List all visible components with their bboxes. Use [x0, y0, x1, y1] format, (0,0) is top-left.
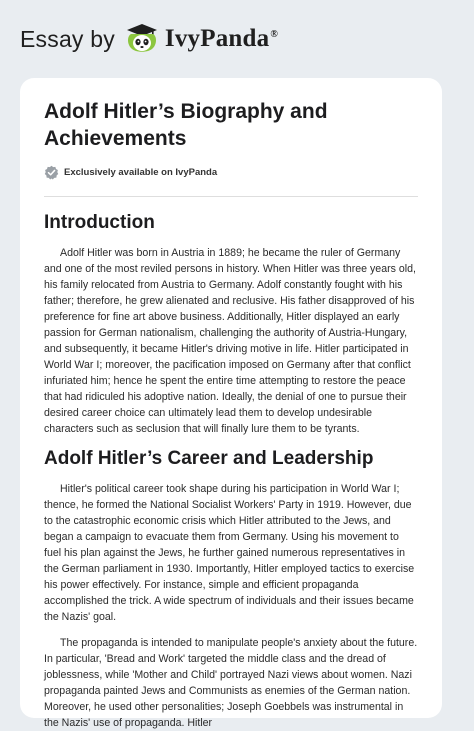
paragraph: Hitler's political career took shape during his participation in World War I; thence, he formed the National Socialist Workers' Party in 1919. However, due to the catastrophic economic crisis which Hitler attributed to the Jews, and began a campaign to evacuate them from Germany. Using his movement to fuel his plan against the Jews, he further gained numerous representatives in the German parliament in 1930. Importantly, Hitler employed tactics to exercise his power effectively. For instance, simple and efficient propaganda accomplished the trick. A wide spectrum of individuals and their issues became the Nazis' goal. [44, 483, 415, 623]
site-header [0, 0, 474, 78]
essay-card [20, 78, 442, 729]
title-divider [44, 196, 418, 197]
essay-by-label: Essay by [20, 25, 115, 52]
section-heading: Introduction [44, 212, 155, 233]
section-career-leadership [44, 447, 418, 731]
section-heading: Adolf Hitler’s Career and Leadership [44, 448, 374, 469]
ivypanda-logo[interactable] [125, 22, 278, 56]
paragraph: The propaganda is intended to manipulate people's anxiety about the future. In particular, 'Bread and Work' targeted the middle class and the dread of joblessness, while 'Mother and Child' portrayed Nazi views about women. Nazi propaganda painted Jews and Communists as enemies of the German nation. Moreover, he used other personalities; Joseph Goebbels was instrumental in the Nazis' use of propaganda. Hitler [44, 637, 418, 729]
verified-check-icon [44, 165, 59, 180]
paragraph: Adolf Hitler was born in Austria in 1889; he became the ruler of Germany and one of the most reviled persons in history. When Hitler was three years old, his family relocated from Austria to Germany. Adolf constantly fought with his father; therefore, he grew alienated and reclusive. His father disapproved of his preference for fine art above business. Additionally, Hitler displayed an early passion for German nationalism, challenging the authority of Austria-Hungary, and subsequently, it became Hitler's driving motive in life. Hitler participated in World War I; moreover, the pacification imposed on Germany after that conflict infuriated him; hence he spent the entire time attempting to restore the peace that had ridiculed his adoptive nation. Ideally, the denial of one to pursue their desired career choice can ultimately lead them to develop undesirable characters such as seclusion that will finally lure them to be tyrants. [44, 247, 416, 435]
exclusive-badge [44, 165, 418, 180]
exclusive-badge-text: Exclusively available on IvyPanda [64, 167, 218, 178]
brand-name: IvyPanda® [164, 25, 279, 52]
section-introduction [44, 211, 418, 437]
essay-title: Adolf Hitler’s Biography and Achievements [44, 100, 328, 150]
panda-graduate-icon [125, 22, 159, 56]
